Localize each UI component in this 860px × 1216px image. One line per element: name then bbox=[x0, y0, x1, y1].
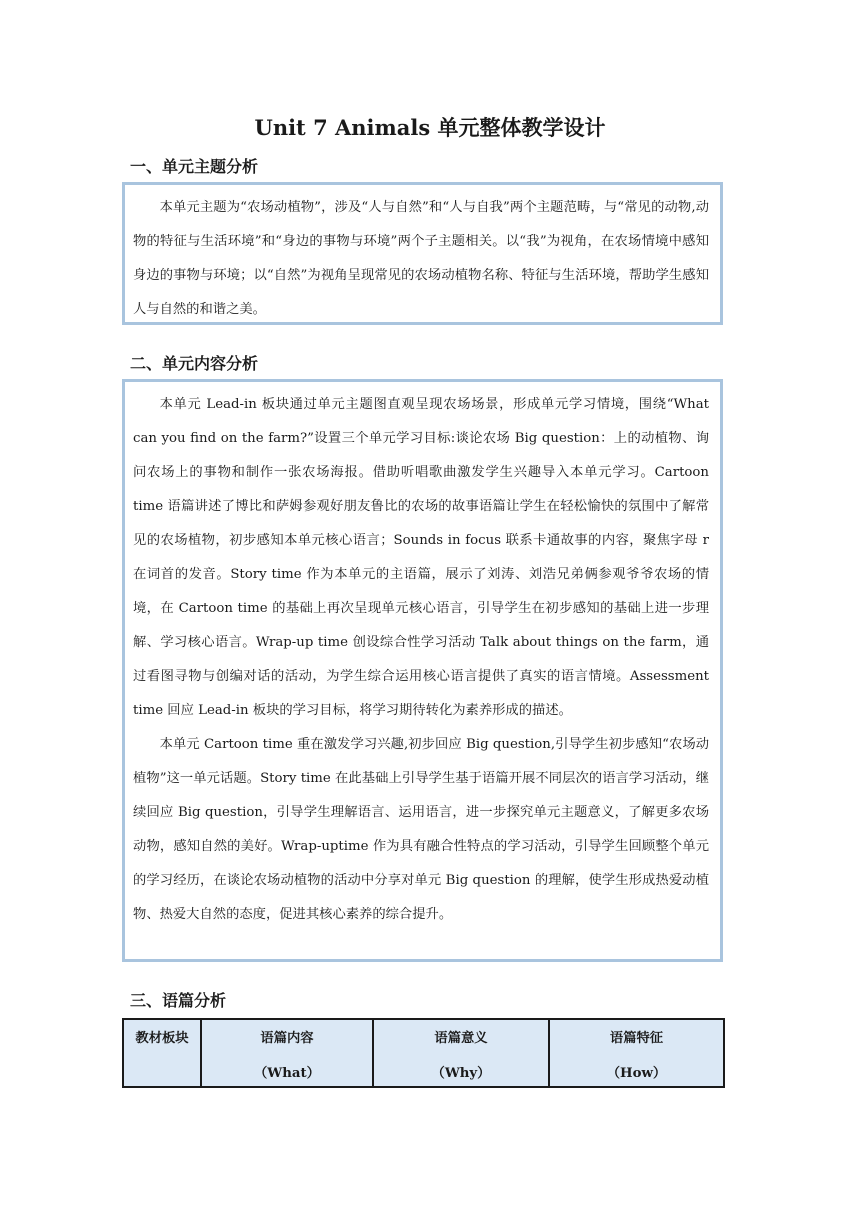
table-header-row bbox=[123, 1019, 724, 1087]
table-header-sub: （How） bbox=[606, 1066, 667, 1081]
content-analysis-paragraph-1: 本单元 Lead-in 板块通过单元主题图直观呈现农场场景，形成单元学习情境，围绕“What can you find on the farm?”设置三个单元学习目标:谈论农场 Big question：上的动植物、询问农场上的事物和制作一张农场海报。借助听唱歌曲激发学生兴趣导入本单元学习。Cartoon time 语篇讲述了博比和萨姆参观好朋友鲁比的农场的故事语篇让学生在轻松愉快的氛围中了解常见的农场植物，初步感知本单元核心语言；Sounds in focus 联系卡通故事的内容，聚焦字母 r 在词首的发音。Story time 作为本单元的主语篇，展示了刘涛、刘浩兄弟俩参观爷爷农场的情境，在 Cartoon time 的基础上再次呈现单元核心语言，引导学生在初步感知的基础上进一步理解、学习核心语言。Wrap-up time 创设综合性学习活动 Talk about things on the farm，通过看图寻物与创编对话的活动，为学生综合运用核心语言提供了真实的语言情境。Assessment time 回应 Lead-in 板块的学习目标，将学习期待转化为素养形成的描述。 bbox=[133, 397, 709, 718]
table-header-module bbox=[123, 1019, 201, 1087]
section-heading-content-analysis: 二、单元内容分析 bbox=[130, 354, 259, 373]
table-header-label: 语篇内容 bbox=[260, 1031, 314, 1046]
section-heading-text-analysis: 三、语篇分析 bbox=[130, 991, 227, 1010]
table-header-what bbox=[201, 1019, 373, 1087]
table-header-label: 语篇意义 bbox=[434, 1031, 488, 1046]
content-analysis-box bbox=[122, 379, 723, 962]
table-header-sub: （Why） bbox=[431, 1066, 491, 1081]
table-header-label: 教材板块 bbox=[135, 1031, 189, 1046]
theme-analysis-paragraph: 本单元主题为“农场动植物”，涉及“人与自然”和“人与自我”两个主题范畴，与“常见的动物,动物的特征与生活环境”和“身边的事物与环境”两个子主题相关。以“我”为视角，在农场情境中感知身边的事物与环境；以“自然”为视角呈现常见的农场动植物名称、特征与生活环境，帮助学生感知人与自然的和谐之美。 bbox=[133, 200, 709, 317]
theme-analysis-box bbox=[122, 182, 723, 325]
text-analysis-table bbox=[122, 1018, 725, 1088]
table-header-how bbox=[549, 1019, 724, 1087]
table-header-label: 语篇特征 bbox=[609, 1031, 664, 1046]
page-title: Unit 7 Animals 单元整体教学设计 bbox=[254, 115, 606, 140]
content-analysis-paragraph-2: 本单元 Cartoon time 重在激发学习兴趣,初步回应 Big question,引导学生初步感知“农场动植物”这一单元话题。Story time 在此基础上引导学生基于语篇开展不同层次的语言学习活动，继续回应 Big question，引导学生理解语言、运用语言，进一步探究单元主题意义，了解更多农场动物，感知自然的美好。Wrap-uptime 作为具有融合性特点的学习活动，引导学生回顾整个单元的学习经历，在谈论农场动植物的活动中分享对单元 Big question 的理解，使学生形成热爱动植物、热爱大自然的态度，促进其核心素养的综合提升。 bbox=[133, 737, 709, 922]
table-header-why bbox=[373, 1019, 549, 1087]
table-header-sub: （What） bbox=[254, 1066, 320, 1081]
section-heading-theme-analysis: 一、单元主题分析 bbox=[130, 157, 259, 176]
